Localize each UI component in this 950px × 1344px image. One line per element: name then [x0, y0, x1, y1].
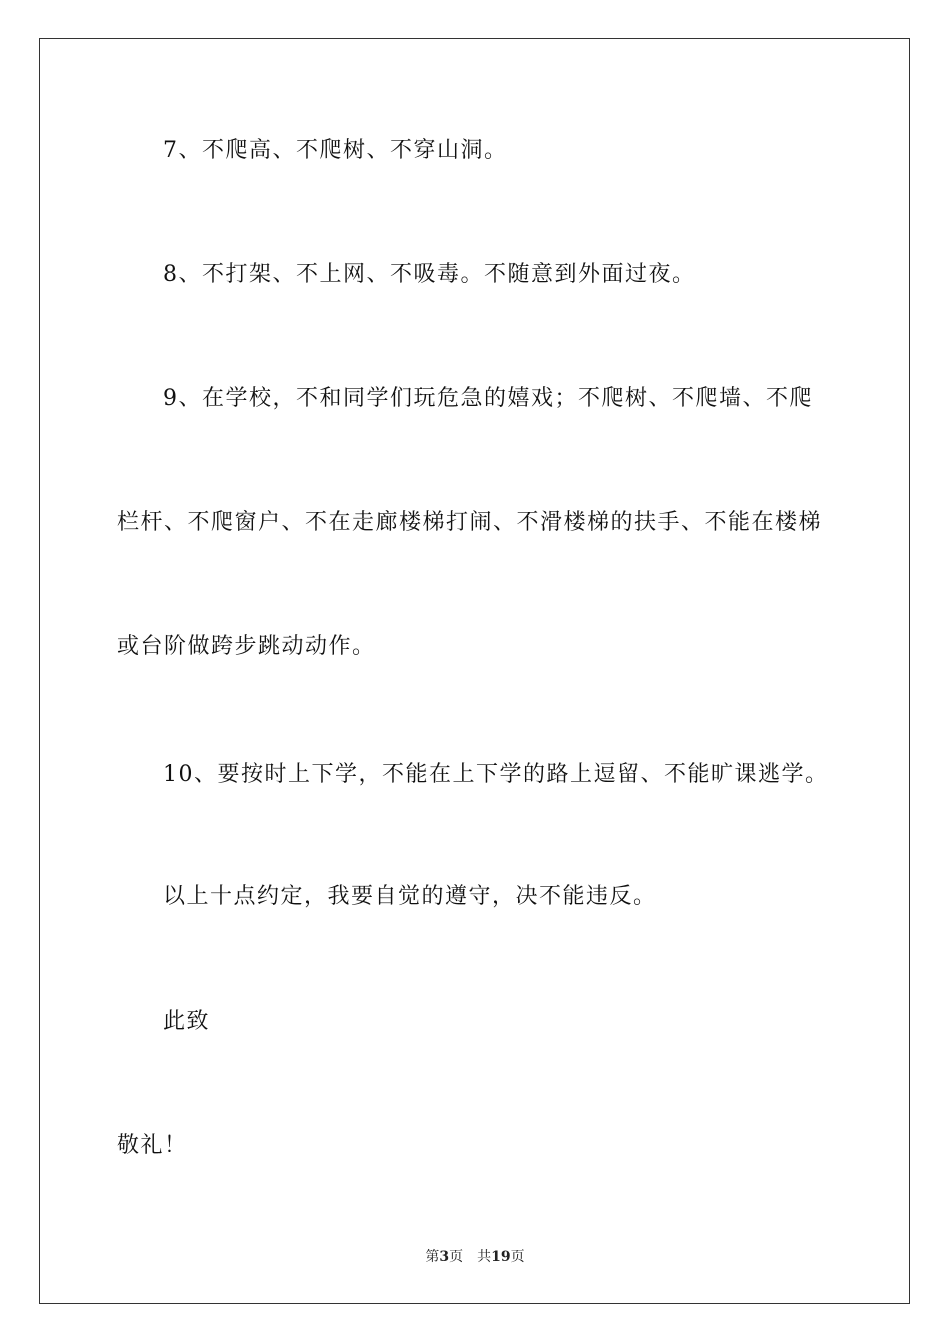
closing-statement: 以上十点约定，我要自觉的遵守，决不能违反。: [163, 884, 657, 909]
page-suffix: 页: [449, 1249, 464, 1265]
total-prefix: 共: [477, 1249, 492, 1265]
rule-item-7: 7、不爬高、不爬树、不穿山洞。: [163, 138, 508, 163]
salutation-jingli: 敬礼！: [117, 1133, 188, 1158]
rule-item-10: 10、要按时上下学，不能在上下学的路上逗留、不能旷课逃学。: [163, 762, 829, 787]
page-prefix: 第: [425, 1249, 440, 1265]
rule-item-9-line-2: 栏杆、不爬窗户、不在走廊楼梯打闹、不滑楼梯的扶手、不能在楼梯: [117, 510, 823, 535]
rule-item-9-line-1: 9、在学校，不和同学们玩危急的嬉戏；不爬树、不爬墙、不爬: [163, 386, 813, 411]
rule-item-8: 8、不打架、不上网、不吸毒。不随意到外面过夜。: [163, 262, 696, 287]
total-pages: 19: [491, 1249, 511, 1265]
rule-item-9-line-3: 或台阶做跨步跳动动作。: [117, 634, 376, 659]
page-border: [39, 38, 910, 1304]
salutation-cizhi: 此致: [163, 1009, 211, 1034]
total-suffix: 页: [510, 1249, 525, 1265]
page-footer: [0, 1247, 950, 1267]
page-number: 3: [439, 1249, 450, 1265]
